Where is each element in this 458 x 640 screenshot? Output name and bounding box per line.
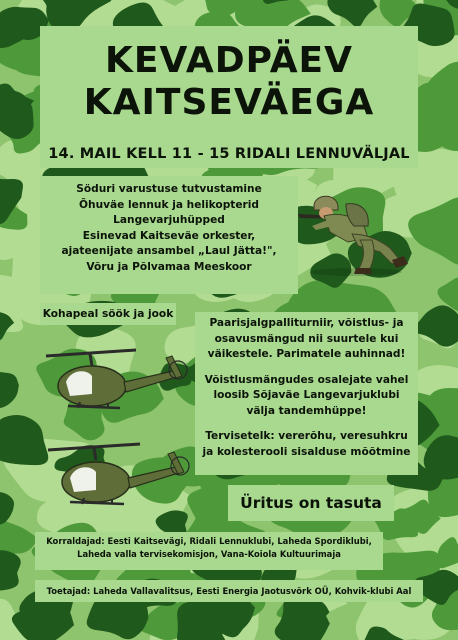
activity-line: Võru ja Põlvamaa Meeskoor [86, 260, 252, 273]
soldier-icon [294, 186, 418, 278]
raffle-paragraph: Võistlusmängudes osalejate vahel loosib Sõjaväe Langevarjuklubi välja tandemhüppe! [204, 373, 409, 417]
free-entry-note: Üritus on tasuta [228, 485, 394, 521]
activities-panel [40, 176, 298, 294]
organizers-panel: Korraldajad: Eesti Kaitsevägi, Ridali Lennuklubi, Laheda Spordiklubi, Laheda valla tervisekomisjon, Vana-Koiola Kultuurimaja [35, 532, 383, 570]
activity-line: Langevarjuhüpped [113, 214, 225, 226]
games-paragraph: Paarisjalgpalliturniir, võistlus- ja osavusmängud nii suurtele kui väikestele. Parimatele auhinnad! [207, 317, 406, 360]
activity-line: ajateenijate ansambel „Laul Jätta!", [61, 245, 277, 257]
title-line-2: KAITSEVÄEGA [83, 82, 375, 123]
health-tent-paragraph: Tervisetelk: vererõhu, veresuhkru ja kolesterooli sisalduse mõõtmine [202, 430, 411, 458]
activity-line: Söduri varustuse tutvustamine [76, 183, 262, 195]
date-location: 14. MAIL KELL 11 - 15 RIDALI LENNUVÄLJAL [48, 146, 410, 162]
helicopter-icon [40, 440, 190, 526]
camo-blob [0, 550, 21, 590]
food-note: Kohapeal söök ja jook [40, 303, 176, 325]
supporters-panel: Toetajad: Laheda Vallavalitsus, Eesti Energia Jaotusvõrk OÜ, Kohvik-klubi Aal [35, 580, 423, 602]
activity-line: Õhuväe lennuk ja helikopterid [79, 198, 259, 211]
activity-line: Esinevad Kaitseväe orkester, [82, 229, 256, 242]
games-panel [195, 312, 418, 475]
helicopter-icon [40, 346, 190, 432]
title-line-1: KEVADPÄEV [104, 40, 354, 81]
title-panel [40, 26, 418, 168]
